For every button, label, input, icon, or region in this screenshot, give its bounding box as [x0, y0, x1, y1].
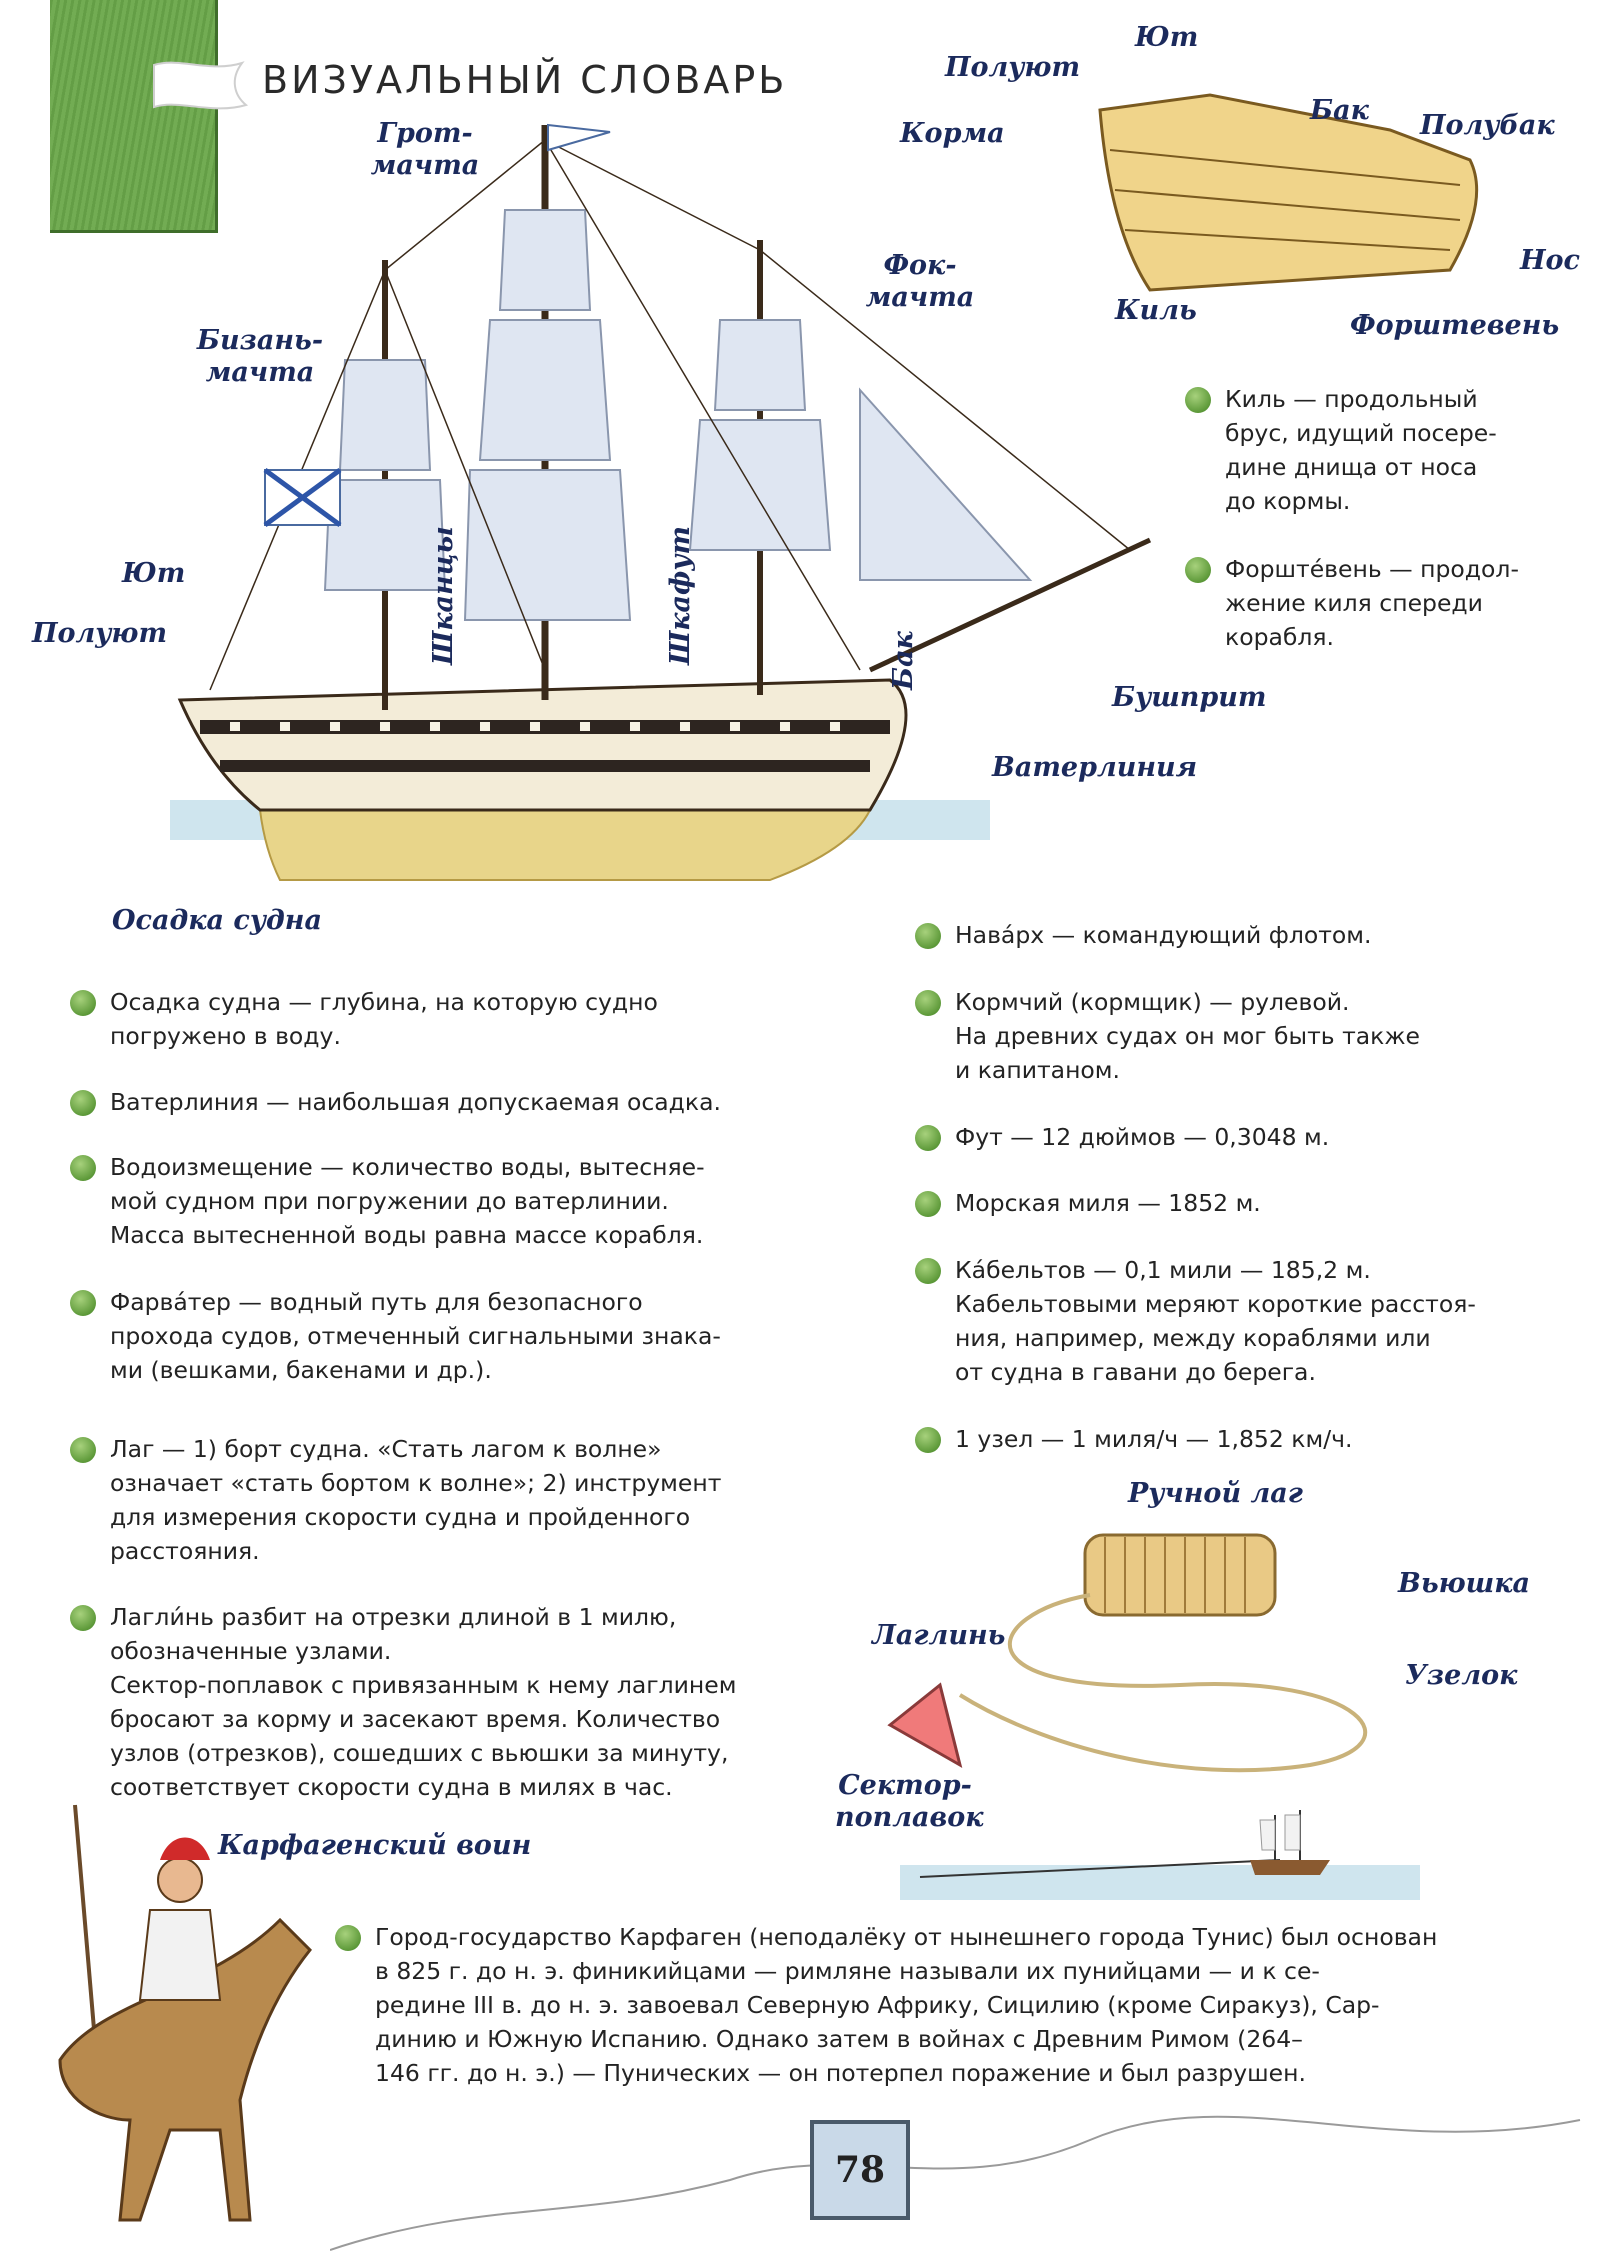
- label-yut: Ют: [122, 558, 186, 589]
- hull-label-poluyut: Полуют: [945, 52, 1081, 83]
- lag-label-vyushka: Вьюшка: [1398, 1568, 1531, 1599]
- entry-line: дине днища от носа: [1225, 453, 1478, 481]
- bullet-icon: [70, 990, 96, 1016]
- entry-line: жение киля спереди: [1225, 589, 1483, 617]
- landscape-sketch: [330, 2080, 1590, 2260]
- entry-line: Фут — 12 дюймов — 0,3048 м.: [955, 1123, 1330, 1151]
- label-vaterliniya: Ватерлиния: [992, 752, 1198, 783]
- entry-line: Фарва́тер — водный путь для безопасного: [110, 1288, 643, 1316]
- entry-line: прохода судов, отмеченный сигнальными знака-: [110, 1322, 721, 1350]
- entry-line: от судна в гавани до берега.: [955, 1358, 1316, 1386]
- lag-label-uzelok: Узелок: [1405, 1660, 1518, 1691]
- glossary-entry-uzel: [915, 1422, 1603, 1456]
- paragraph-line: в 825 г. до н. э. финикийцами — римляне называли их пунийцами — и к се-: [375, 1957, 1320, 1985]
- entry-line: Ка́бельтов — 0,1 мили — 185,2 м.: [955, 1256, 1371, 1284]
- hull-label-korma: Корма: [900, 118, 1005, 149]
- entry-line: ния, например, между кораблями или: [955, 1324, 1431, 1352]
- entry-line: погружено в воду.: [110, 1022, 341, 1050]
- paragraph-line: Город-государство Карфаген (неподалёку от нынешнего города Тунис) был основан: [375, 1923, 1438, 1951]
- bullet-icon: [70, 1090, 96, 1116]
- entry-line: узлов (отрезков), сошедших с вьюшки за минуту,: [110, 1739, 729, 1767]
- label-shkafut: Шкафут: [665, 525, 696, 665]
- label-grot-macha: [360, 118, 490, 182]
- carthage-paragraph: [335, 1920, 1603, 2090]
- entry-line: Ватерлиния — наибольшая допускаемая осадка.: [110, 1088, 721, 1116]
- entry-line: Масса вытесненной воды равна массе корабля.: [110, 1221, 704, 1249]
- label-fok-macha: [860, 250, 980, 314]
- label-line: Сектор-: [838, 1770, 972, 1801]
- hand-log-illustration: [880, 1515, 1440, 1915]
- entry-line: обозначенные узлами.: [110, 1637, 392, 1665]
- lag-label-sektor: [835, 1770, 984, 1834]
- glossary-entry-fut: [915, 1120, 1603, 1154]
- glossary-entry-lag: [70, 1432, 870, 1568]
- entry-line: Осадка судна — глубина, на которую судно: [110, 988, 658, 1016]
- bullet-icon: [1185, 557, 1211, 583]
- entry-line: Кабельтовыми меряют короткие расстоя-: [955, 1290, 1476, 1318]
- hull-label-bak: Бак: [1310, 95, 1369, 126]
- label-osadka: Осадка судна: [112, 905, 322, 936]
- entry-line: Кормчий (кормщик) — рулевой.: [955, 988, 1350, 1016]
- label-bak: Бак: [888, 631, 919, 690]
- glossary-entry-osadka: [70, 985, 870, 1053]
- hull-label-nos: Нос: [1520, 245, 1580, 276]
- bullet-icon: [70, 1290, 96, 1316]
- entry-line: На древних судах он мог быть также: [955, 1022, 1420, 1050]
- hull-label-polubak: Полубак: [1420, 110, 1555, 141]
- glossary-entry-kabeltov: [915, 1253, 1603, 1389]
- glossary-entry-kormchiy: [915, 985, 1603, 1087]
- paragraph-line: редине III в. до н. э. завоевал Северную Африку, Сицилию (кроме Сиракуз), Сар-: [375, 1991, 1380, 2019]
- entry-line: корабля.: [1225, 623, 1335, 651]
- entry-line: Лаг — 1) борт судна. «Стать лагом к волне»: [110, 1435, 662, 1463]
- entry-line: брус, идущий посере-: [1225, 419, 1497, 447]
- entry-line: расстояния.: [110, 1537, 260, 1565]
- entry-line: 1 узел — 1 миля/ч — 1,852 км/ч.: [955, 1425, 1353, 1453]
- label-poluyut: Полуют: [32, 618, 168, 649]
- entry-line: соответствует скорости судна в милях в час.: [110, 1773, 673, 1801]
- entry-line: Водоизмещение — количество воды, вытесняе-: [110, 1153, 705, 1181]
- label-bizan-macha: [185, 325, 335, 389]
- entry-line: бросают за корму и засекают время. Количество: [110, 1705, 721, 1733]
- entry-line: Форште́вень — продол-: [1225, 555, 1519, 583]
- entry-line: означает «стать бортом к волне»; 2) инструмент: [110, 1469, 722, 1497]
- bullet-icon: [915, 1125, 941, 1151]
- paragraph-line: динию и Южную Испанию. Однако затем в войнах с Древним Римом (264–: [375, 2025, 1303, 2053]
- label-line: мачта: [370, 150, 480, 181]
- glossary-entry-vaterliniya: [70, 1085, 870, 1119]
- glossary-entry-navarkh: [915, 918, 1603, 952]
- glossary-entry-vodoizmeshchenie: [70, 1150, 870, 1252]
- page-number: 78: [810, 2120, 910, 2220]
- bullet-icon: [915, 1258, 941, 1284]
- bullet-icon: [70, 1605, 96, 1631]
- entry-line: до кормы.: [1225, 487, 1351, 515]
- bullet-icon: [70, 1437, 96, 1463]
- lag-title: Ручной лаг: [1128, 1478, 1303, 1509]
- bullet-icon: [915, 923, 941, 949]
- entry-line: Сектор-поплавок с привязанным к нему лаглинем: [110, 1671, 737, 1699]
- page-title: ВИЗУАЛЬНЫЙ СЛОВАРЬ: [262, 58, 788, 102]
- glossary-entry-morskaya-milya: [915, 1186, 1603, 1220]
- entry-line: Нава́рх — командующий флотом.: [955, 921, 1372, 949]
- bullet-icon: [1185, 387, 1211, 413]
- label-shkantsy: Шканцы: [428, 526, 459, 665]
- entry-line: Морская миля — 1852 м.: [955, 1189, 1261, 1217]
- label-line: Грот-: [377, 118, 473, 149]
- label-line: Фок-: [883, 250, 957, 281]
- label-line: мачта: [865, 282, 975, 313]
- label-line: поплавок: [835, 1802, 984, 1833]
- warrior-illustration: [20, 1800, 320, 2260]
- entry-line: для измерения скорости судна и пройденного: [110, 1503, 691, 1531]
- bullet-icon: [915, 1191, 941, 1217]
- hull-label-forshteven: Форштевень: [1350, 310, 1560, 341]
- entry-line: мой судном при погружении до ватерлинии.: [110, 1187, 669, 1215]
- glossary-entry-forshteven: [1185, 552, 1603, 654]
- glossary-entry-laglin: [70, 1600, 870, 1804]
- warrior-caption: Карфагенский воин: [218, 1830, 532, 1861]
- lag-label-laglin: Лаглинь: [872, 1620, 1006, 1651]
- entry-line: Лагли́нь разбит на отрезки длиной в 1 милю,: [110, 1603, 677, 1631]
- hull-label-yut: Ют: [1135, 22, 1199, 53]
- glossary-entry-kil: [1185, 382, 1603, 518]
- entry-line: ми (вешками, бакенами и др.).: [110, 1356, 492, 1384]
- paragraph-line: 146 гг. до н. э.) — Пунических — он потерпел поражение и был разрушен.: [375, 2059, 1306, 2087]
- bullet-icon: [915, 1427, 941, 1453]
- entry-line: и капитаном.: [955, 1056, 1121, 1084]
- label-bushprit: Бушприт: [1112, 682, 1267, 713]
- label-line: Бизань-: [196, 325, 324, 356]
- label-line: мачта: [205, 357, 315, 388]
- bullet-icon: [70, 1155, 96, 1181]
- bullet-icon: [915, 990, 941, 1016]
- hull-label-kil: Киль: [1115, 295, 1197, 326]
- glossary-entry-farvater: [70, 1285, 870, 1387]
- entry-line: Киль — продольный: [1225, 385, 1478, 413]
- bullet-icon: [335, 1925, 361, 1951]
